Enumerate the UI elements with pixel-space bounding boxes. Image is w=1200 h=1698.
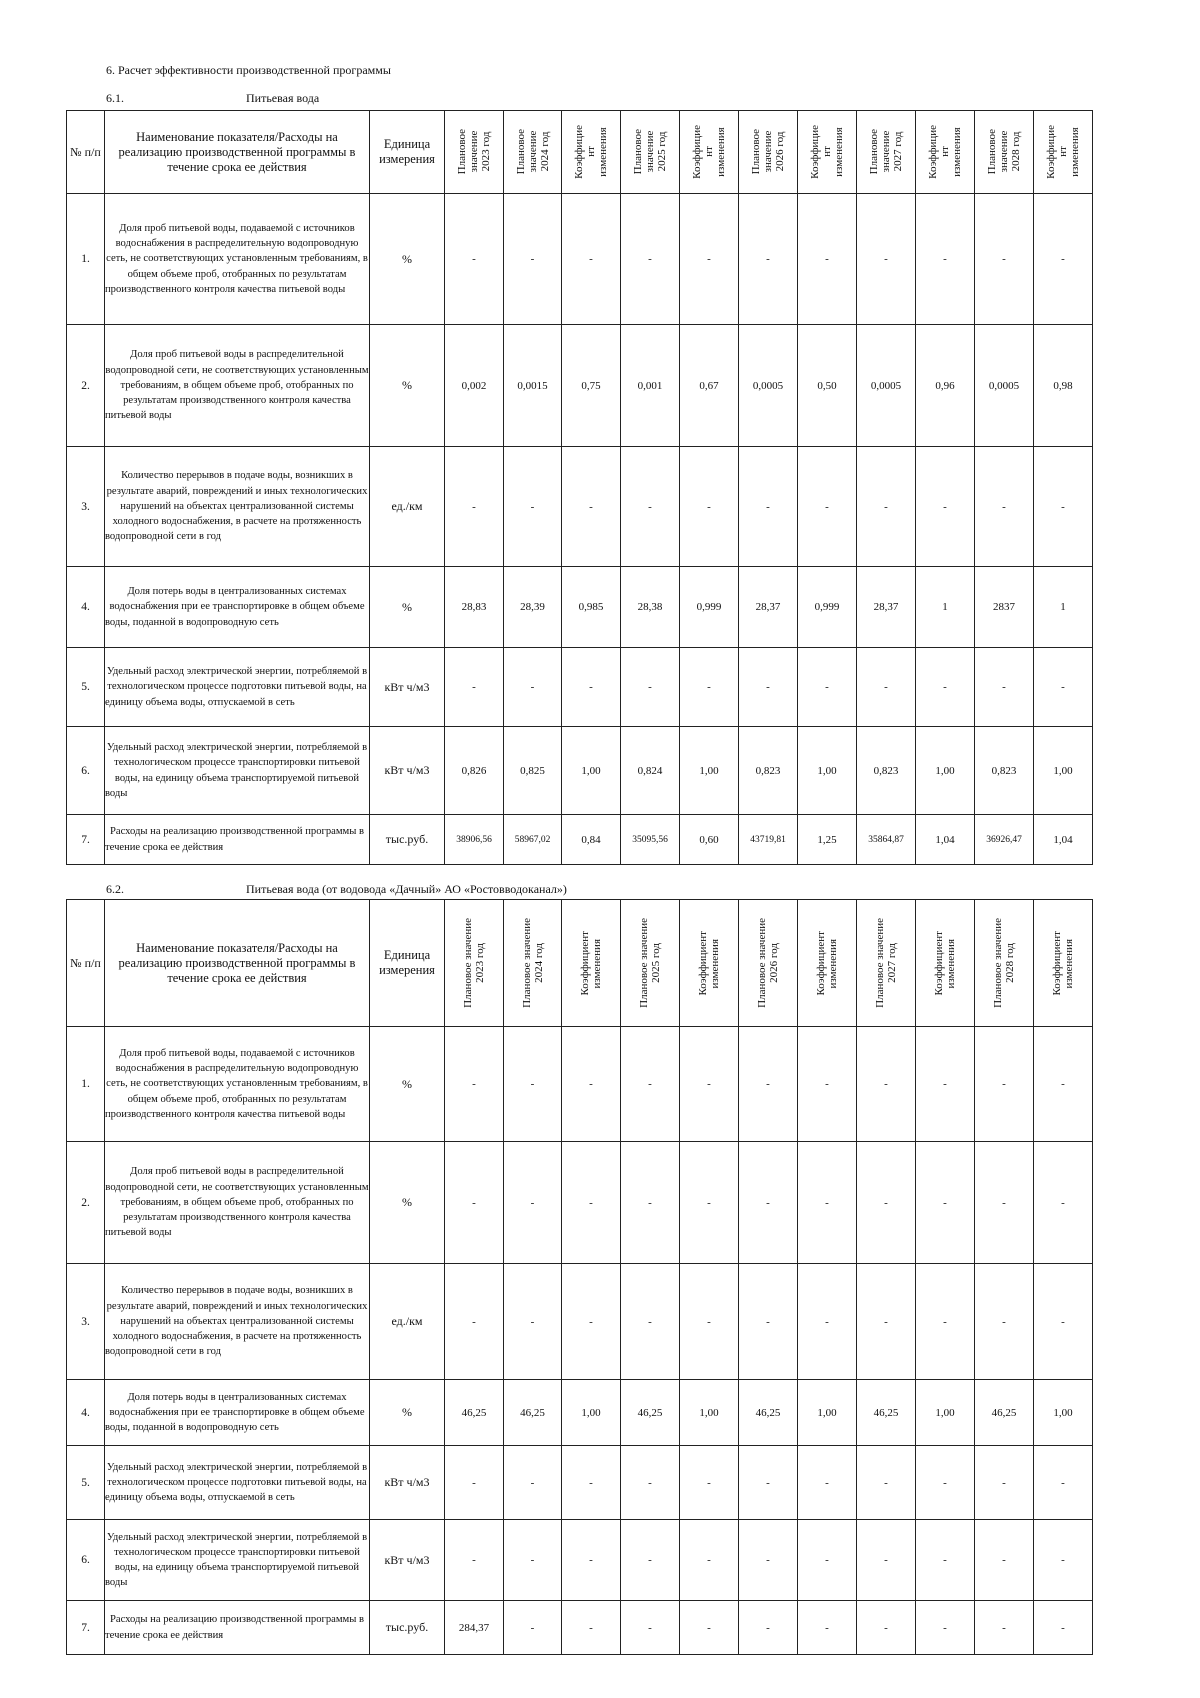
row-value-cell: - — [621, 447, 680, 567]
row-number: 4. — [67, 567, 105, 648]
row-value-cell: - — [739, 1520, 798, 1601]
row-value-cell: - — [680, 447, 739, 567]
header-period-label: Плановое значение 2028 год — [986, 129, 1022, 175]
row-value-cell: - — [798, 648, 857, 727]
row-value-cell: 0,825 — [504, 727, 562, 815]
row-value-cell: 0,98 — [1034, 325, 1093, 447]
row-value-cell: - — [739, 1264, 798, 1380]
row-value-cell: - — [739, 447, 798, 567]
header-unit: Единица измерения — [370, 111, 445, 194]
row-value-cell: 1,00 — [916, 1380, 975, 1446]
row-value-cell: - — [504, 1520, 562, 1601]
row-value-cell: - — [562, 1601, 621, 1655]
row-indicator-description: Количество перерывов в подаче воды, возникших в результате аварий, повреждений и иных технологических нарушений на объектах централизованной системы холодного водоснабжения, в расчете на протяженность водопроводной сети в год — [105, 447, 370, 567]
row-indicator-description: Доля проб питьевой воды, подаваемой с источников водоснабжения в распределительную водопроводную сеть, не соответствующих установленным требованиям, в общем объеме проб, отобранных по результатам производственного контроля качества питьевой воды — [105, 194, 370, 325]
row-value-cell: 0,0015 — [504, 325, 562, 447]
row-value-cell: 1,00 — [562, 1380, 621, 1446]
row-value-cell: - — [857, 648, 916, 727]
row-value-cell: - — [975, 1264, 1034, 1380]
row-value-cell: - — [798, 1601, 857, 1655]
row-unit: кВт ч/м3 — [370, 1520, 445, 1601]
header-period-label: Плановое значение 2024 год — [520, 918, 545, 1008]
row-value-cell: 1,04 — [916, 815, 975, 865]
header-period-label: Коэффицие нт изменения — [1045, 125, 1081, 179]
row-value-cell: - — [798, 1520, 857, 1601]
row-indicator-description: Расходы на реализацию производственной программы в течение срока ее действия — [105, 1601, 370, 1655]
row-value-cell: - — [857, 1027, 916, 1142]
header-period-col — [504, 111, 562, 194]
row-value-cell: - — [739, 648, 798, 727]
row-value-cell: - — [975, 447, 1034, 567]
row-number: 6. — [67, 727, 105, 815]
row-value-cell: - — [1034, 1601, 1093, 1655]
row-value-cell: 43719,81 — [739, 815, 798, 865]
row-unit: % — [370, 194, 445, 325]
header-indicator-name: Наименование показателя/Расходы на реализацию производственной программы в течение срока ее действия — [105, 111, 370, 194]
row-value-cell: - — [621, 1027, 680, 1142]
table-row — [67, 1142, 1152, 1264]
header-period-col — [916, 900, 975, 1027]
row-value-cell: 1,00 — [1034, 727, 1093, 815]
row-value-cell: 0,96 — [916, 325, 975, 447]
row-number: 3. — [67, 1264, 105, 1380]
row-number: 4. — [67, 1380, 105, 1446]
row-value-cell: - — [916, 194, 975, 325]
row-value-cell: - — [916, 447, 975, 567]
row-value-cell: - — [857, 1601, 916, 1655]
row-indicator-description: Удельный расход электрической энергии, потребляемой в технологическом процессе подготовки питьевой воды, на единицу объема воды, отпускаемой в сеть — [105, 1446, 370, 1520]
section-2-title: Питьевая вода (от водовода «Дачный» АО «Ростовводоканал») — [246, 882, 567, 896]
row-value-cell: - — [857, 447, 916, 567]
row-value-cell: 1,00 — [562, 727, 621, 815]
row-value-cell: - — [680, 1027, 739, 1142]
header-period-col — [798, 111, 857, 194]
header-period-col — [562, 111, 621, 194]
row-indicator-description: Количество перерывов в подаче воды, возникших в результате аварий, повреждений и иных технологических нарушений на объектах централизованной системы холодного водоснабжения, в расчете на протяженность водопроводной сети в год — [105, 1264, 370, 1380]
row-value-cell: 36926,47 — [975, 815, 1034, 865]
header-period-col — [680, 900, 739, 1027]
row-unit: % — [370, 1142, 445, 1264]
header-number: № п/п — [67, 900, 105, 1027]
table-row — [67, 194, 1152, 325]
row-value-cell: - — [562, 1264, 621, 1380]
row-value-cell: - — [680, 1520, 739, 1601]
row-value-cell: 28,37 — [857, 567, 916, 648]
row-value-cell: 0,823 — [975, 727, 1034, 815]
row-value-cell: - — [562, 1520, 621, 1601]
row-value-cell: 0,823 — [739, 727, 798, 815]
row-value-cell: - — [1034, 1027, 1093, 1142]
row-value-cell: 0,999 — [680, 567, 739, 648]
header-period-label: Коэффициент изменения — [1051, 930, 1075, 996]
row-value-cell: - — [680, 1446, 739, 1520]
row-value-cell: - — [1034, 1142, 1093, 1264]
row-value-cell: - — [680, 1601, 739, 1655]
header-period-label: Коэффицие нт изменения — [691, 125, 727, 179]
row-value-cell: 0,823 — [857, 727, 916, 815]
section-2-number: 6.2. — [106, 882, 124, 896]
row-number: 6. — [67, 1520, 105, 1601]
row-value-cell: - — [975, 1520, 1034, 1601]
table-row — [67, 815, 1152, 865]
row-value-cell: 1,00 — [798, 1380, 857, 1446]
row-value-cell: 0,999 — [798, 567, 857, 648]
row-value-cell: - — [504, 1264, 562, 1380]
table-row — [67, 1601, 1152, 1655]
row-value-cell: - — [562, 1027, 621, 1142]
row-value-cell: - — [916, 1601, 975, 1655]
row-value-cell: - — [916, 1520, 975, 1601]
header-period-col — [1034, 111, 1093, 194]
row-value-cell: - — [916, 1446, 975, 1520]
table-header-row — [67, 111, 1152, 194]
table-row — [67, 447, 1152, 567]
header-period-label: Плановое значение 2027 год — [868, 129, 904, 175]
row-value-cell: - — [857, 1142, 916, 1264]
row-value-cell: - — [857, 1446, 916, 1520]
table-row — [67, 1264, 1152, 1380]
header-period-col — [739, 111, 798, 194]
row-value-cell: - — [562, 194, 621, 325]
table-row — [67, 1446, 1152, 1520]
row-value-cell: - — [857, 194, 916, 325]
header-period-col — [621, 111, 680, 194]
row-value-cell: - — [1034, 194, 1093, 325]
row-unit: % — [370, 567, 445, 648]
row-value-cell: - — [445, 648, 504, 727]
row-value-cell: - — [445, 1446, 504, 1520]
header-period-label: Плановое значение 2024 год — [514, 129, 551, 175]
header-period-label: Плановое значение 2025 год — [632, 129, 668, 175]
row-value-cell: 0,002 — [445, 325, 504, 447]
table-row — [67, 1380, 1152, 1446]
row-indicator-description: Удельный расход электрической энергии, потребляемой в технологическом процессе транспортировки питьевой воды, на единицу объема транспортируемой питьевой воды — [105, 727, 370, 815]
row-value-cell: - — [1034, 1264, 1093, 1380]
header-period-label: Коэффициент изменения — [579, 930, 603, 996]
header-period-col — [621, 900, 680, 1027]
row-value-cell: 0,67 — [680, 325, 739, 447]
row-value-cell: - — [739, 194, 798, 325]
header-period-col — [857, 111, 916, 194]
row-value-cell: 1,00 — [916, 727, 975, 815]
row-value-cell: - — [621, 1264, 680, 1380]
row-value-cell: - — [445, 1264, 504, 1380]
row-number: 7. — [67, 1601, 105, 1655]
row-value-cell: 28,38 — [621, 567, 680, 648]
row-value-cell: - — [916, 1027, 975, 1142]
row-value-cell: - — [445, 1520, 504, 1601]
row-unit: тыс.руб. — [370, 815, 445, 865]
row-value-cell: 35095,56 — [621, 815, 680, 865]
row-value-cell: - — [504, 1446, 562, 1520]
header-period-col — [504, 900, 562, 1027]
row-value-cell: - — [680, 194, 739, 325]
row-value-cell: - — [916, 1264, 975, 1380]
row-value-cell: 0,826 — [445, 727, 504, 815]
row-value-cell: - — [975, 1446, 1034, 1520]
header-period-label: Плановое значение 2026 год — [756, 918, 780, 1008]
row-value-cell: - — [445, 194, 504, 325]
row-value-cell: - — [739, 1027, 798, 1142]
row-unit: кВт ч/м3 — [370, 1446, 445, 1520]
row-indicator-description: Доля потерь воды в централизованных системах водоснабжения при ее транспортировке в общем объеме воды, поданной в водопроводную сеть — [105, 1380, 370, 1446]
header-period-col — [857, 900, 916, 1027]
row-value-cell: - — [504, 1142, 562, 1264]
row-value-cell: 0,60 — [680, 815, 739, 865]
row-number: 5. — [67, 1446, 105, 1520]
row-value-cell: 1,04 — [1034, 815, 1093, 865]
row-value-cell: 28,39 — [504, 567, 562, 648]
row-indicator-description: Доля проб питьевой воды в распределительной водопроводной сети, не соответствующих установленным требованиям, в общем объеме проб, отобранных по результатам производственного контроля качества питьевой воды — [105, 325, 370, 447]
row-value-cell: - — [1034, 648, 1093, 727]
header-period-col — [562, 900, 621, 1027]
header-period-col — [680, 111, 739, 194]
row-value-cell: - — [739, 1142, 798, 1264]
header-period-col — [739, 900, 798, 1027]
row-value-cell: 46,25 — [739, 1380, 798, 1446]
row-value-cell: - — [857, 1520, 916, 1601]
row-unit: ед./км — [370, 447, 445, 567]
row-value-cell: - — [916, 648, 975, 727]
row-value-cell: - — [798, 1027, 857, 1142]
header-period-label: Плановое значение 2027 год — [874, 918, 898, 1008]
row-value-cell: 46,25 — [504, 1380, 562, 1446]
row-number: 1. — [67, 194, 105, 325]
header-period-label: Плановое значение 2028 год — [992, 918, 1016, 1008]
row-value-cell: 0,50 — [798, 325, 857, 447]
row-value-cell: - — [621, 1446, 680, 1520]
row-value-cell: - — [504, 447, 562, 567]
row-number: 2. — [67, 325, 105, 447]
section-2-table — [66, 899, 1152, 1655]
row-value-cell: - — [1034, 1446, 1093, 1520]
row-value-cell: - — [1034, 1520, 1093, 1601]
row-value-cell: - — [1034, 447, 1093, 567]
row-value-cell: - — [798, 194, 857, 325]
row-value-cell: 0,0005 — [975, 325, 1034, 447]
row-value-cell: - — [562, 1142, 621, 1264]
header-number: № п/п — [67, 111, 105, 194]
row-value-cell: 1 — [1034, 567, 1093, 648]
row-number: 5. — [67, 648, 105, 727]
row-value-cell: - — [445, 1027, 504, 1142]
header-period-label: Коэффицие нт изменения — [927, 125, 963, 179]
row-value-cell: 1,00 — [1034, 1380, 1093, 1446]
row-value-cell: 1,00 — [680, 727, 739, 815]
row-value-cell: - — [621, 1601, 680, 1655]
row-value-cell: - — [739, 1601, 798, 1655]
row-value-cell: - — [680, 648, 739, 727]
row-value-cell: - — [562, 447, 621, 567]
row-value-cell: - — [680, 1264, 739, 1380]
table-row — [67, 648, 1152, 727]
section-1-title: Питьевая вода — [246, 91, 320, 105]
row-value-cell: - — [916, 1142, 975, 1264]
row-value-cell: 0,84 — [562, 815, 621, 865]
section-1-table — [66, 110, 1152, 865]
header-period-label: Плановое значение 2026 год — [750, 129, 786, 175]
header-period-label: Плановое значение 2025 год — [638, 918, 662, 1008]
row-number: 2. — [67, 1142, 105, 1264]
row-value-cell: - — [562, 648, 621, 727]
row-value-cell: - — [739, 1446, 798, 1520]
row-indicator-description: Доля потерь воды в централизованных системах водоснабжения при ее транспортировке в общем объеме воды, поданной в водопроводную сеть — [105, 567, 370, 648]
row-value-cell: 0,0005 — [857, 325, 916, 447]
row-indicator-description: Расходы на реализацию производственной программы в течение срока ее действия — [105, 815, 370, 865]
header-period-label: Коэффицие нт изменения — [809, 125, 845, 179]
header-period-col — [445, 900, 504, 1027]
header-period-label: Плановое значение 2023 год — [456, 129, 492, 175]
row-value-cell: 46,25 — [857, 1380, 916, 1446]
row-value-cell: 28,37 — [739, 567, 798, 648]
page-heading: 6. Расчет эффективности производственной программы — [106, 63, 391, 77]
row-value-cell: 46,25 — [445, 1380, 504, 1446]
table-row — [67, 1520, 1152, 1601]
row-unit: % — [370, 325, 445, 447]
row-value-cell: 0,75 — [562, 325, 621, 447]
row-value-cell: - — [798, 447, 857, 567]
row-value-cell: - — [445, 447, 504, 567]
row-value-cell: - — [798, 1142, 857, 1264]
row-value-cell: - — [798, 1446, 857, 1520]
row-unit: кВт ч/м3 — [370, 727, 445, 815]
row-value-cell: 1,00 — [680, 1380, 739, 1446]
row-number: 7. — [67, 815, 105, 865]
row-value-cell: - — [621, 1142, 680, 1264]
row-value-cell: - — [975, 1027, 1034, 1142]
header-period-label: Коэффициент изменения — [815, 930, 839, 996]
row-value-cell: 2837 — [975, 567, 1034, 648]
row-value-cell: - — [857, 1264, 916, 1380]
row-value-cell: - — [975, 648, 1034, 727]
row-value-cell: 1,25 — [798, 815, 857, 865]
row-indicator-description: Доля проб питьевой воды в распределительной водопроводной сети, не соответствующих установленным требованиям, в общем объеме проб, отобранных по результатам производственного контроля качества питьевой воды — [105, 1142, 370, 1264]
row-value-cell: - — [798, 1264, 857, 1380]
table-header-row — [67, 900, 1152, 1027]
header-unit: Единица измерения — [370, 900, 445, 1027]
row-value-cell: - — [504, 194, 562, 325]
header-period-label: Коэффициент изменения — [933, 930, 957, 996]
row-unit: % — [370, 1380, 445, 1446]
header-period-label: Коэффицие нт изменения — [573, 125, 609, 179]
table-row — [67, 1027, 1152, 1142]
row-value-cell: 38906,56 — [445, 815, 504, 865]
row-value-cell: - — [562, 1446, 621, 1520]
row-number: 3. — [67, 447, 105, 567]
header-period-col — [916, 111, 975, 194]
row-indicator-description: Доля проб питьевой воды, подаваемой с источников водоснабжения в распределительную водопроводную сеть, не соответствующих установленным требованиям, в общем объеме проб, отобранных по результатам производственного контроля качества питьевой воды — [105, 1027, 370, 1142]
row-value-cell: - — [621, 1520, 680, 1601]
row-value-cell: 58967,02 — [504, 815, 562, 865]
row-value-cell: 46,25 — [975, 1380, 1034, 1446]
row-unit: кВт ч/м3 — [370, 648, 445, 727]
row-unit: % — [370, 1027, 445, 1142]
section-1-number: 6.1. — [106, 91, 124, 105]
row-value-cell: 284,37 — [445, 1601, 504, 1655]
row-value-cell: - — [504, 648, 562, 727]
row-value-cell: 28,83 — [445, 567, 504, 648]
row-value-cell: - — [680, 1142, 739, 1264]
row-value-cell: - — [975, 1142, 1034, 1264]
row-value-cell: - — [621, 648, 680, 727]
row-value-cell: 46,25 — [621, 1380, 680, 1446]
row-value-cell: 0,0005 — [739, 325, 798, 447]
header-period-col — [975, 900, 1034, 1027]
header-period-col — [975, 111, 1034, 194]
row-unit: ед./км — [370, 1264, 445, 1380]
row-value-cell: 1,00 — [798, 727, 857, 815]
row-value-cell: 1 — [916, 567, 975, 648]
row-value-cell: 35864,87 — [857, 815, 916, 865]
row-value-cell: - — [504, 1601, 562, 1655]
row-value-cell: - — [504, 1027, 562, 1142]
row-value-cell: 0,001 — [621, 325, 680, 447]
row-value-cell: - — [975, 1601, 1034, 1655]
header-period-col — [798, 900, 857, 1027]
row-value-cell: - — [621, 194, 680, 325]
header-period-label: Коэффициент изменения — [697, 930, 721, 996]
row-value-cell: 0,985 — [562, 567, 621, 648]
row-value-cell: 0,824 — [621, 727, 680, 815]
row-value-cell: - — [975, 194, 1034, 325]
row-unit: тыс.руб. — [370, 1601, 445, 1655]
row-number: 1. — [67, 1027, 105, 1142]
table-row — [67, 727, 1152, 815]
header-period-col — [1034, 900, 1093, 1027]
table-row — [67, 567, 1152, 648]
table-row — [67, 325, 1152, 447]
header-period-col — [445, 111, 504, 194]
row-indicator-description: Удельный расход электрической энергии, потребляемой в технологическом процессе подготовки питьевой воды, на единицу объема воды, отпускаемой в сеть — [105, 648, 370, 727]
header-period-label: Плановое значение 2023 год — [462, 918, 486, 1008]
header-indicator-name: Наименование показателя/Расходы на реализацию производственной программы в течение срока ее действия — [105, 900, 370, 1027]
row-indicator-description: Удельный расход электрической энергии, потребляемой в технологическом процессе транспортировки питьевой воды, на единицу объема транспортируемой питьевой воды — [105, 1520, 370, 1601]
row-value-cell: - — [445, 1142, 504, 1264]
